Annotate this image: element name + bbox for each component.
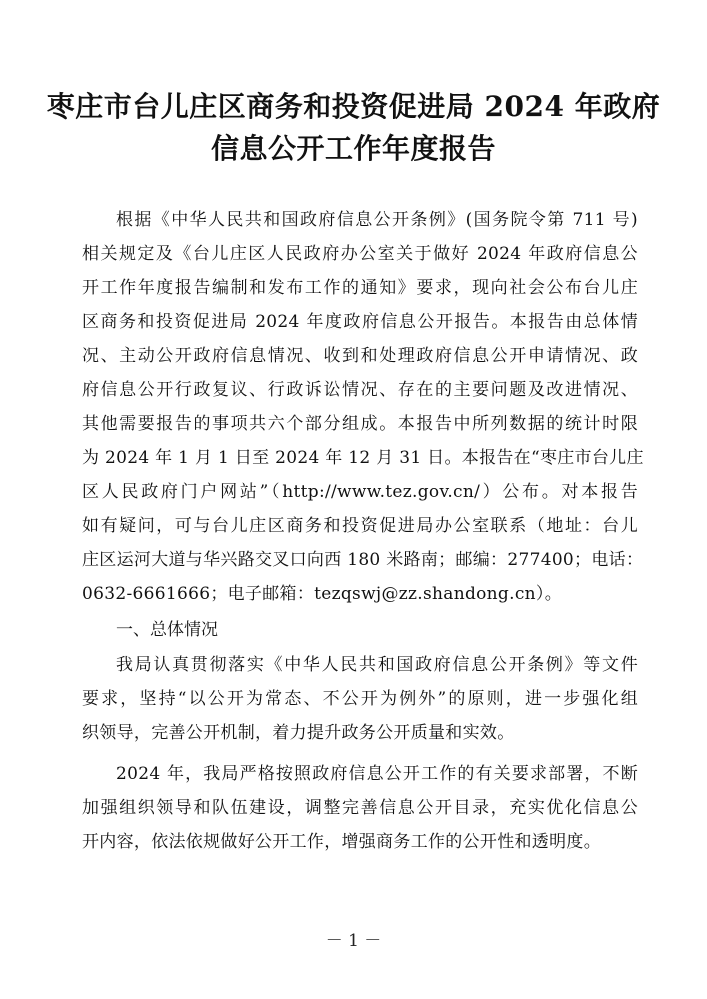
intro-line: 府信息公开行政复议、行政诉讼情况、存在的主要问题及改进情况、 (82, 380, 638, 400)
intro-line: 根据《中华人民共和国政府信息公开条例》(国务院令第 711 号) (116, 210, 638, 230)
intro-line: 开工作年度报告编制和发布工作的通知》要求，现向社会公布台儿庄 (82, 278, 638, 298)
paragraph-line: 要求，坚持“以公开为常态、不公开为例外”的原则，进一步强化组 (82, 689, 638, 709)
intro-line: 为 2024 年 1 月 1 日至 2024 年 12 月 31 日。本报告在“枣庄市台儿庄 (82, 448, 644, 468)
intro-line: 区人民政府门户网站”（http://www.tez.gov.cn/）公布。对本报告 (82, 482, 638, 502)
intro-line: 相关规定及《台儿庄区人民政府办公室关于做好 2024 年政府信息公 (82, 244, 638, 264)
paragraph-line: 我局认真贯彻落实《中华人民共和国政府信息公开条例》等文件 (116, 655, 638, 675)
section-heading-overview: 一、总体情况 (116, 620, 218, 640)
intro-line: 况、主动公开政府信息情况、收到和处理政府信息公开申请情况、政 (82, 346, 638, 366)
intro-line: 0632-6661666；电子邮箱：tezqswj@zz.shandong.cn）。 (82, 584, 562, 604)
page-number: － 1 － (325, 931, 382, 951)
intro-line: 区商务和投资促进局 2024 年度政府信息公开报告。本报告由总体情 (82, 312, 638, 332)
paragraph-line: 2024 年，我局严格按照政府信息公开工作的有关要求部署，不断 (116, 764, 638, 784)
paragraph-line: 开内容，依法依规做好公开工作，增强商务工作的公开性和透明度。 (82, 832, 601, 852)
document-title-line-1: 枣庄市台儿庄区商务和投资促进局 2024 年政府 (46, 90, 661, 123)
document-title-line-2: 信息公开工作年度报告 (210, 132, 496, 165)
paragraph-line: 加强组织领导和队伍建设，调整完善信息公开目录，充实优化信息公 (82, 798, 638, 818)
intro-line: 庄区运河大道与华兴路交叉口向西 180 米路南；邮编：277400；电话： (82, 550, 644, 570)
intro-line: 其他需要报告的事项共六个部分组成。本报告中所列数据的统计时限 (82, 414, 638, 434)
paragraph-line: 织领导，完善公开机制，着力提升政务公开质量和实效。 (82, 723, 515, 743)
intro-line: 如有疑问，可与台儿庄区商务和投资促进局办公室联系（地址：台儿 (82, 516, 638, 536)
